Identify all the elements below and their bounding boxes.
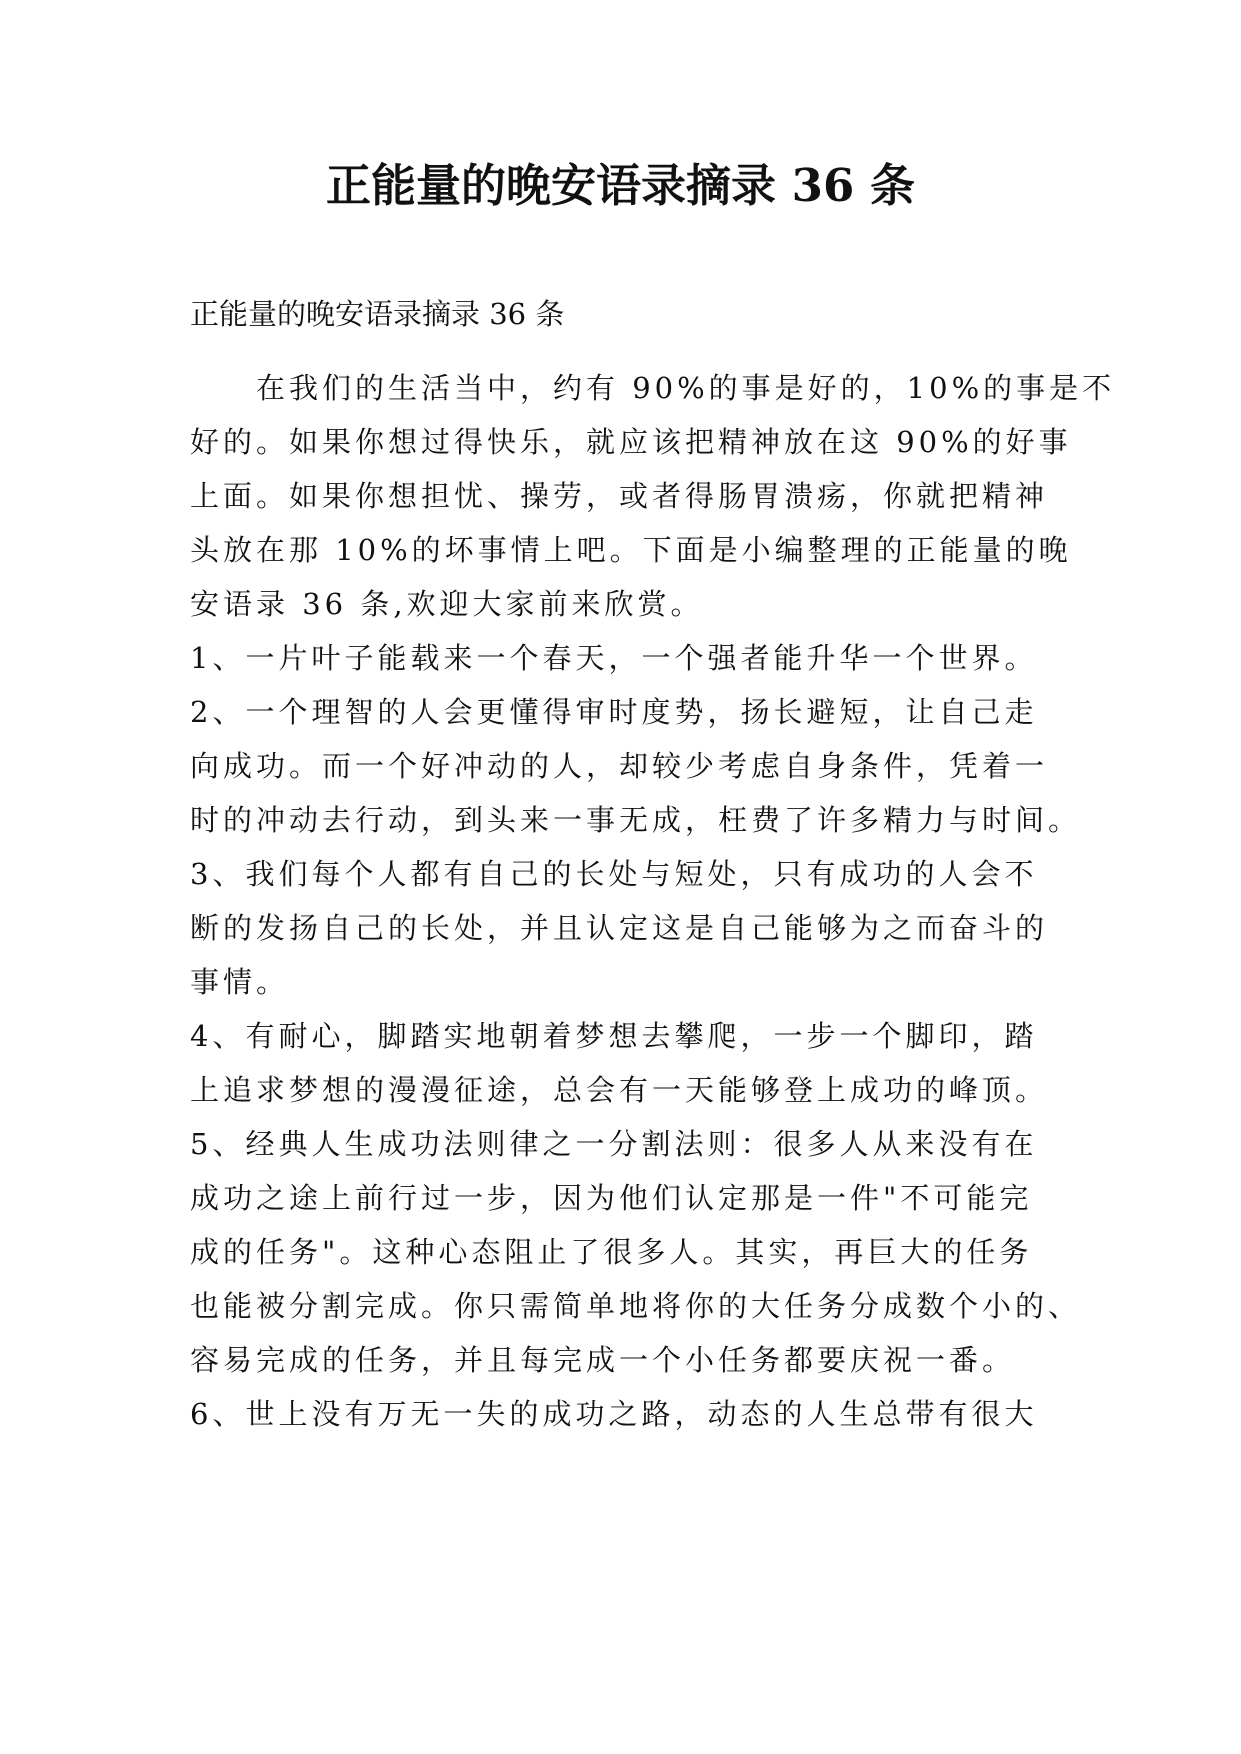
list-item-line: 3、我们每个人都有自己的长处与短处，只有成功的人会不 xyxy=(190,857,1038,891)
list-item-line: 也能被分割完成。你只需简单地将你的大任务分成数个小的、 xyxy=(190,1289,1082,1323)
paragraph-line: 好的。如果你想过得快乐，就应该把精神放在这 90%的好事 xyxy=(190,425,1072,459)
list-item-line: 1、一片叶子能载来一个春天，一个强者能升华一个世界。 xyxy=(190,641,1038,675)
paragraph-line: 上面。如果你想担忧、操劳，或者得肠胃溃疡，你就把精神 xyxy=(190,479,1049,513)
list-item-line: 向成功。而一个好冲动的人，却较少考虑自身条件，凭着一 xyxy=(190,749,1049,783)
list-item-line: 断的发扬自己的长处，并且认定这是自己能够为之而奋斗的 xyxy=(190,911,1049,945)
list-item-line: 2、一个理智的人会更懂得审时度势，扬长避短，让自己走 xyxy=(190,695,1038,729)
list-item-line: 上追求梦想的漫漫征途，总会有一天能够登上成功的峰顶。 xyxy=(190,1073,1049,1107)
paragraph-line: 在我们的生活当中，约有 90%的事是好的，10%的事是不 xyxy=(190,371,1116,405)
list-item-line: 成功之途上前行过一步，因为他们认定那是一件"不可能完 xyxy=(190,1181,1033,1215)
list-item-line: 6、世上没有万无一失的成功之路，动态的人生总带有很大 xyxy=(190,1397,1038,1431)
paragraph-line: 头放在那 10%的坏事情上吧。下面是小编整理的正能量的晚 xyxy=(190,533,1072,567)
list-item-line: 成的任务"。这种心态阻止了很多人。其实，再巨大的任务 xyxy=(190,1235,1033,1269)
document-title: 正能量的晚安语录摘录 36 条 xyxy=(326,159,915,212)
list-item-line: 5、经典人生成功法则律之一分割法则：很多人从来没有在 xyxy=(190,1127,1038,1161)
list-item-line: 时的冲动去行动，到头来一事无成，枉费了许多精力与时间。 xyxy=(190,803,1082,837)
document-subtitle: 正能量的晚安语录摘录 36 条 xyxy=(190,297,565,331)
list-item-line: 容易完成的任务，并且每完成一个小任务都要庆祝一番。 xyxy=(190,1343,1016,1377)
paragraph-line: 安语录 36 条,欢迎大家前来欣赏。 xyxy=(190,587,704,621)
list-item-line: 事情。 xyxy=(190,965,290,999)
list-item-line: 4、有耐心，脚踏实地朝着梦想去攀爬，一步一个脚印，踏 xyxy=(190,1019,1038,1053)
